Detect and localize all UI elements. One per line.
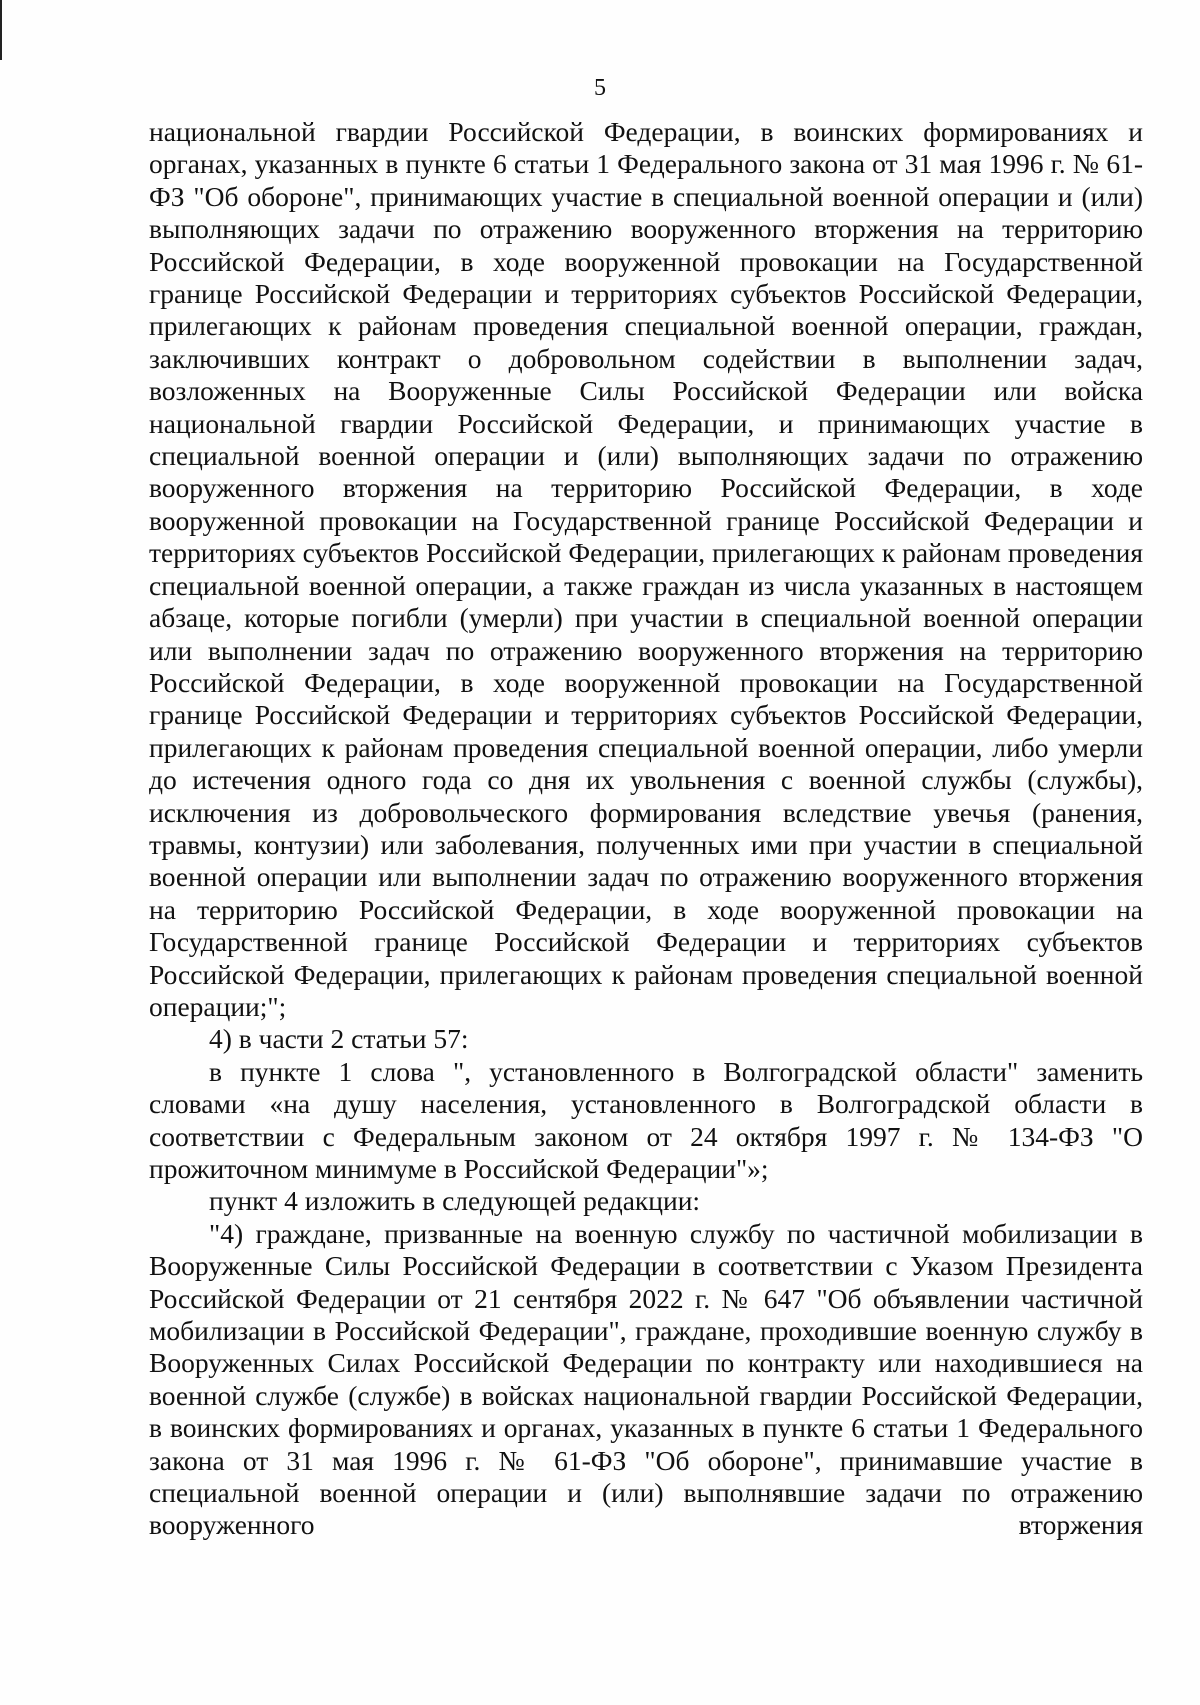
document-body (149, 116, 1143, 1542)
page-number: 5 (594, 75, 606, 101)
paragraph-item-4-heading: 4) в части 2 статьи 57: (209, 1023, 469, 1055)
paragraph-point-4-intro: пункт 4 изложить в следующей редакции: (209, 1185, 701, 1217)
paragraph-point-1-amendment: в пункте 1 слова ", установленного в Волгоградской области" заменить словами «на душу населения, установленного в Волгоградской области в соответствии с Федеральным законом от 24 октября 1997 г. № 134-ФЗ "О прожиточном минимуме в Российской Федерации"»; (149, 1055, 1143, 1184)
paragraph-point-4-new-text: "4) граждане, призванные на военную службу по частичной мобилизации в Вооруженные Силы Российской Федерации в соответствии с Указом Президента Российской Федерации от 21 сентября 2022 г. № 647 "Об объявлении частичной мобилизации в Российской Федерации", граждане, проходившие военную службу в Вооруженных Силах Российской Федерации по контракту или находившиеся на военной службе (службе) в войсках национальной гвардии Российской Федерации, в воинских формированиях и органах, указанных в пункте 6 статьи 1 Федерального закона от 31 мая 1996 г. № 61-ФЗ "Об обороне", принимавшие участие в специальной военной операции и (или) выполнявшие задачи по отражению вооруженного вторжения (149, 1217, 1143, 1541)
paragraph-continuation: национальной гвардии Российской Федерации, в воинских формированиях и органах, указанных в пункте 6 статьи 1 Федерального закона от 31 мая 1996 г. № 61-ФЗ "Об обороне", принимающих участие в специальной военной операции и (или) выполняющих задачи по отражению вооруженного вторжения на территорию Российской Федерации, в ходе вооруженной провокации на Государственной границе Российской Федерации и территориях субъектов Российской Федерации, прилегающих к районам проведения специальной военной операции, граждан, заключивших контракт о добровольном содействии в выполнении задач, возложенных на Вооруженные Силы Российской Федерации или войска национальной гвардии Российской Федерации, и принимающих участие в специальной военной операции и (или) выполняющих задачи по отражению вооруженного вторжения на территорию Российской Федерации, в ходе вооруженной провокации на Государственной границе Российской Федерации и территориях субъектов Российской Федерации, прилегающих к районам проведения специальной военной операции, а также граждан из числа указанных в настоящем абзаце, которые погибли (умерли) при участии в специальной военной операции или выполнении задач по отражению вооруженного вторжения на территорию Российской Федерации, в ходе вооруженной провокации на Государственной границе Российской Федерации и территориях субъектов Российской Федерации, прилегающих к районам проведения специальной военной операции, либо умерли до истечения одного года со дня их увольнения с военной службы (службы), исключения из добровольческого формирования вследствие увечья (ранения, травмы, контузии) или заболевания, полученных ими при участии в специальной военной операции или выполнении задач по отражению вооруженного вторжения на территорию Российской Федерации, в ходе вооруженной провокации на Государственной границе Российской Федерации и территориях субъектов Российской Федерации, прилегающих к районам проведения специальной военной операции;"; (149, 116, 1143, 1022)
scan-edge-mark (0, 0, 2, 60)
